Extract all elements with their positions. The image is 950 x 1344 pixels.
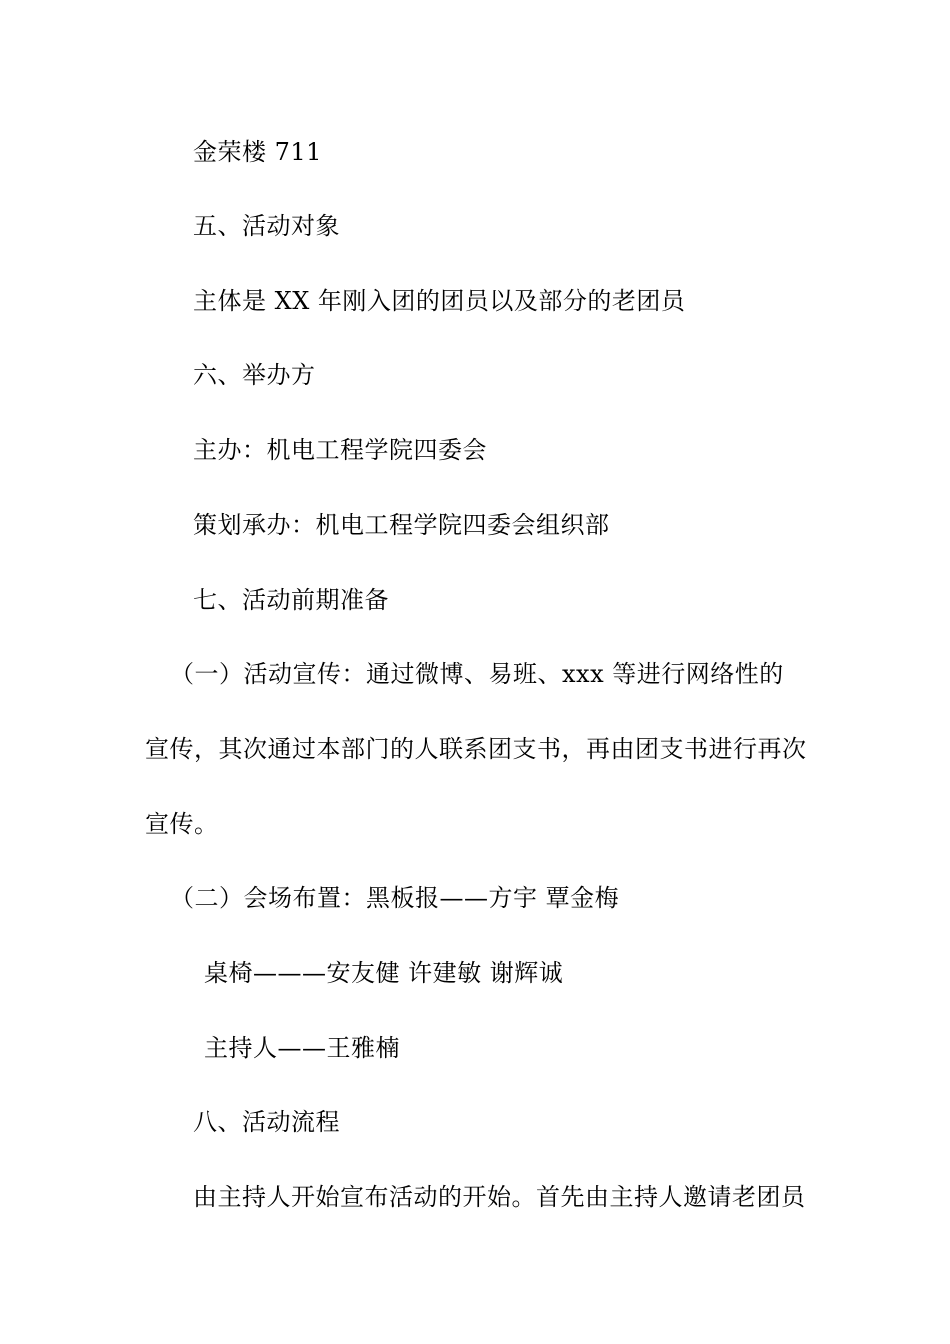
text-line-publicity-1: （一）活动宣传：通过微博、易班、xxx 等进行网络性的 xyxy=(170,660,784,688)
text-line-process: 由主持人开始宣布活动的开始。首先由主持人邀请老团员 xyxy=(193,1183,806,1211)
text-line-host: 主办：机电工程学院四委会 xyxy=(193,436,487,464)
text-line-publicity-3: 宣传。 xyxy=(145,810,219,838)
text-line-publicity-2: 宣传，其次通过本部门的人联系团支书，再由团支书进行再次 xyxy=(145,735,807,763)
text-line-location: 金荣楼 711 xyxy=(193,138,322,166)
text-line-target: 主体是 XX 年刚入团的团员以及部分的老团员 xyxy=(193,287,686,315)
text-line-emcee: 主持人——王雅楠 xyxy=(204,1034,400,1062)
heading-section-8: 八、活动流程 xyxy=(193,1108,340,1136)
text-line-venue: （二）会场布置：黑板报——方宇 覃金梅 xyxy=(170,884,620,912)
text-line-organizer: 策划承办：机电工程学院四委会组织部 xyxy=(193,511,610,539)
heading-section-7: 七、活动前期准备 xyxy=(193,586,389,614)
text-line-furniture: 桌椅———安友健 许建敏 谢辉诚 xyxy=(204,959,564,987)
heading-section-6: 六、举办方 xyxy=(193,361,316,389)
heading-section-5: 五、活动对象 xyxy=(193,212,340,240)
